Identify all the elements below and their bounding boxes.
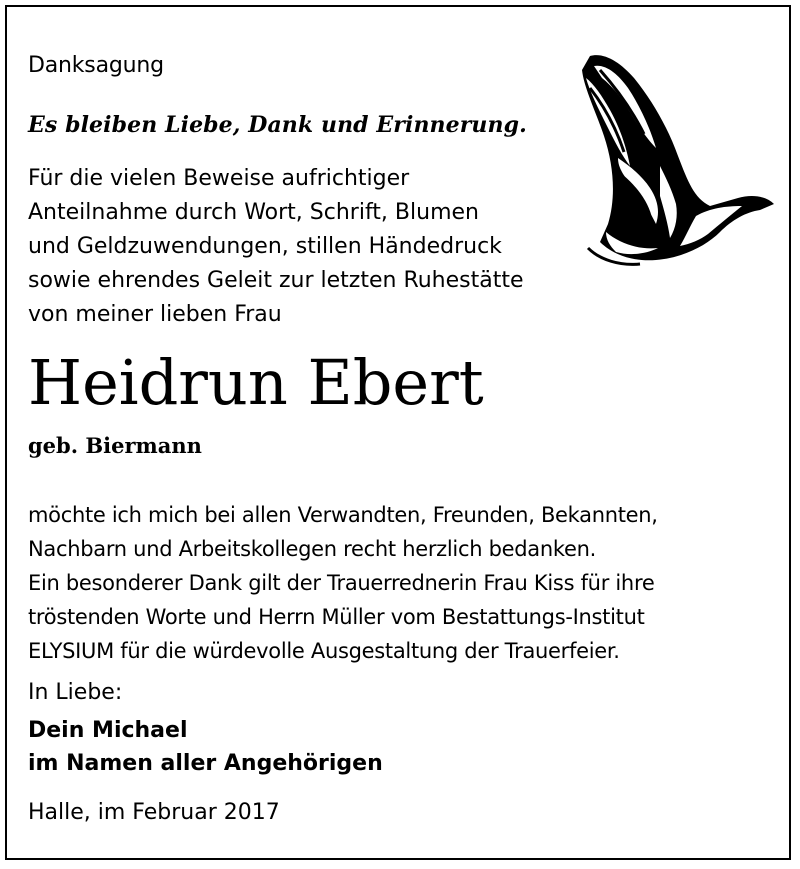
intro-line: Anteilnahme durch Wort, Schrift, Blumen — [28, 200, 479, 225]
thanks-line: tröstenden Worte und Herrn Müller vom Bestattungs-Institut — [28, 605, 645, 629]
intro-line: Für die vielen Beweise aufrichtiger — [28, 166, 410, 191]
intro-paragraph — [28, 162, 524, 332]
intro-line: sowie ehrendes Geleit zur letzten Ruhestätte — [28, 268, 524, 293]
notice-heading: Danksagung — [28, 53, 164, 78]
thanks-line: möchte ich mich bei allen Verwandten, Freunden, Bekannten, — [28, 503, 658, 527]
signature-name: Dein Michael — [28, 718, 188, 743]
intro-line: von meiner lieben Frau — [28, 302, 282, 327]
praying-hands-icon — [560, 48, 778, 270]
thanks-line: Nachbarn und Arbeitskollegen recht herzlich bedanken. — [28, 537, 596, 561]
maiden-name: geb. Biermann — [28, 433, 202, 458]
thanks-line: Ein besonderer Dank gilt der Trauerrednerin Frau Kiss für ihre — [28, 571, 655, 595]
deceased-name: Heidrun Ebert — [28, 346, 484, 419]
signature-family: im Namen aller Angehörigen — [28, 751, 383, 776]
place-and-date: Halle, im Februar 2017 — [28, 800, 280, 825]
motto: Es bleiben Liebe, Dank und Erinnerung. — [28, 112, 527, 138]
signature — [28, 714, 383, 780]
thanks-line: ELYSIUM für die würdevolle Ausgestaltung der Trauerfeier. — [28, 639, 620, 663]
intro-line: und Geldzuwendungen, stillen Händedruck — [28, 234, 502, 259]
thanks-paragraph — [28, 498, 658, 668]
closing-greeting: In Liebe: — [28, 680, 123, 705]
